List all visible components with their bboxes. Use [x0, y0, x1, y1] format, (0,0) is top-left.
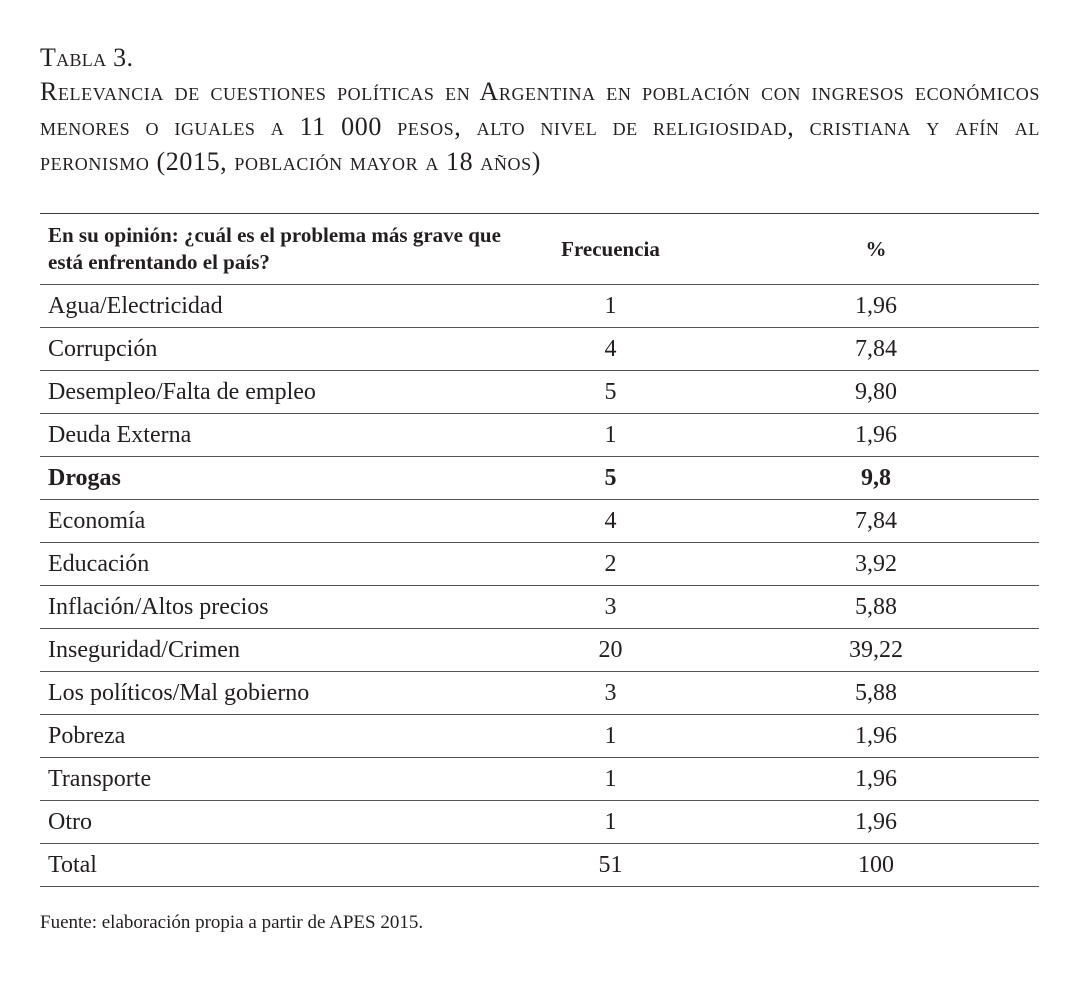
cell-frequency: 1 — [508, 414, 713, 457]
cell-frequency: 5 — [508, 457, 713, 500]
table-row — [40, 715, 1039, 758]
cell-percent: 1,96 — [713, 414, 1039, 457]
cell-item: Agua/Electricidad — [40, 285, 508, 328]
cell-percent: 9,80 — [713, 371, 1039, 414]
table-row — [40, 629, 1039, 672]
cell-percent: 1,96 — [713, 715, 1039, 758]
cell-item: Transporte — [40, 758, 508, 801]
cell-item: Pobreza — [40, 715, 508, 758]
cell-frequency: 2 — [508, 543, 713, 586]
cell-percent: 5,88 — [713, 672, 1039, 715]
header-question: En su opinión: ¿cuál es el problema más grave que está enfrentando el país? — [40, 214, 508, 285]
total-frequency: 51 — [508, 844, 713, 887]
cell-item: Los políticos/Mal gobierno — [40, 672, 508, 715]
table-row — [40, 285, 1039, 328]
cell-item: Deuda Externa — [40, 414, 508, 457]
cell-percent: 3,92 — [713, 543, 1039, 586]
cell-frequency: 4 — [508, 500, 713, 543]
cell-item: Corrupción — [40, 328, 508, 371]
source-note: Fuente: elaboración propia a partir de APES 2015. — [40, 912, 424, 933]
cell-frequency: 3 — [508, 586, 713, 629]
total-label: Total — [40, 844, 508, 887]
table-row — [40, 328, 1039, 371]
cell-percent: 1,96 — [713, 285, 1039, 328]
data-table — [40, 213, 1039, 887]
total-row — [40, 844, 1039, 887]
cell-percent: 5,88 — [713, 586, 1039, 629]
cell-frequency: 20 — [508, 629, 713, 672]
table-label: Tabla 3. — [40, 43, 134, 72]
total-percent: 100 — [713, 844, 1039, 887]
cell-item: Otro — [40, 801, 508, 844]
table-caption — [40, 42, 1040, 179]
header-percent: % — [713, 214, 1039, 285]
cell-frequency: 3 — [508, 672, 713, 715]
table-row — [40, 543, 1039, 586]
cell-item: Inflación/Altos precios — [40, 586, 508, 629]
cell-percent: 9,8 — [713, 457, 1039, 500]
cell-percent: 1,96 — [713, 758, 1039, 801]
cell-item: Economía — [40, 500, 508, 543]
table-row — [40, 801, 1039, 844]
header-frequency: Frecuencia — [508, 214, 713, 285]
cell-percent: 7,84 — [713, 328, 1039, 371]
table-row — [40, 586, 1039, 629]
cell-frequency: 1 — [508, 801, 713, 844]
header-row — [40, 214, 1039, 285]
table-title: Relevancia de cuestiones políticas en Argentina en población con ingresos económicos menores o iguales a 11 000 pesos, alto nivel de religiosidad, cristiana y afín al peronismo (2015, población mayor a 18 años) — [40, 77, 1040, 176]
table-row — [40, 500, 1039, 543]
cell-percent: 39,22 — [713, 629, 1039, 672]
cell-item: Drogas — [40, 457, 508, 500]
cell-frequency: 4 — [508, 328, 713, 371]
cell-frequency: 1 — [508, 715, 713, 758]
cell-percent: 7,84 — [713, 500, 1039, 543]
table-row — [40, 672, 1039, 715]
cell-item: Desempleo/Falta de empleo — [40, 371, 508, 414]
table-row — [40, 414, 1039, 457]
table-body — [40, 285, 1039, 887]
cell-frequency: 1 — [508, 285, 713, 328]
cell-item: Educación — [40, 543, 508, 586]
table-row-highlighted — [40, 457, 1039, 500]
cell-frequency: 1 — [508, 758, 713, 801]
cell-item: Inseguridad/Crimen — [40, 629, 508, 672]
table-row — [40, 758, 1039, 801]
cell-percent: 1,96 — [713, 801, 1039, 844]
cell-frequency: 5 — [508, 371, 713, 414]
table-row — [40, 371, 1039, 414]
